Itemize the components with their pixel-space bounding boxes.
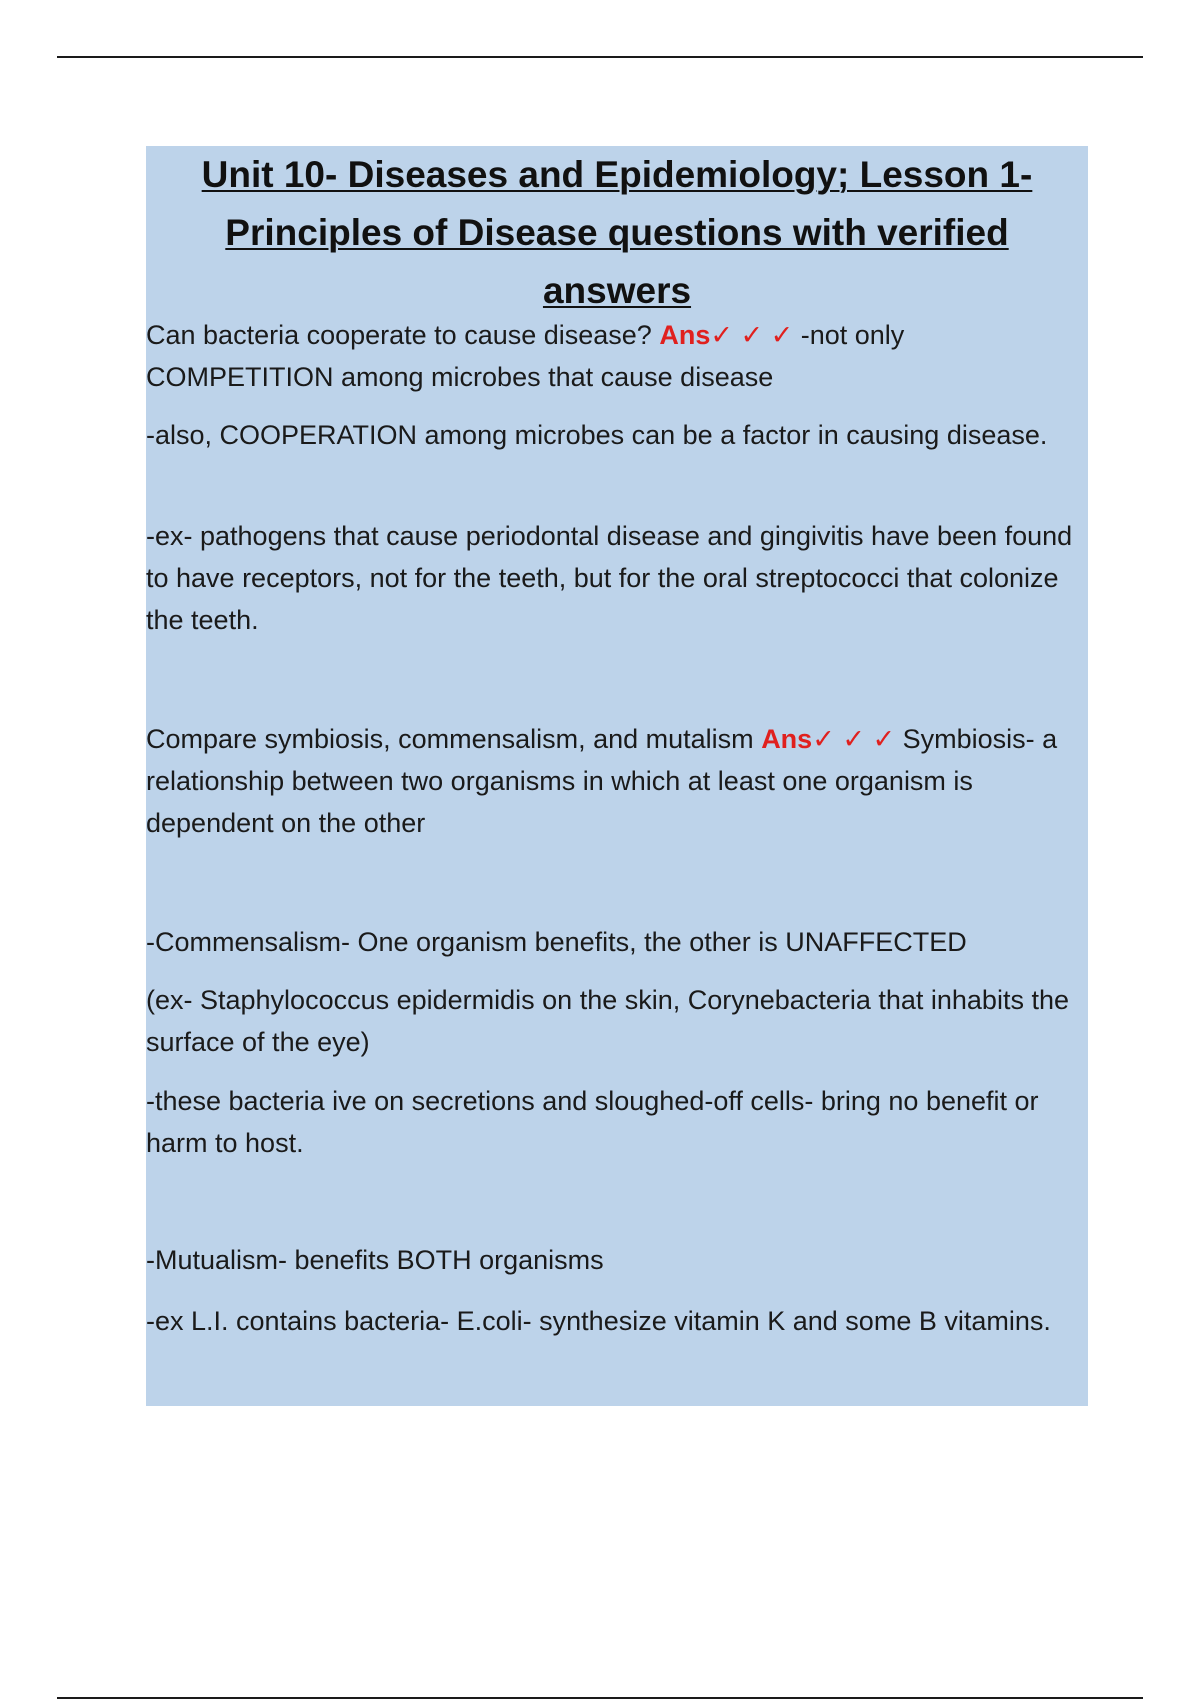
title-line-3: answers [542,270,692,312]
answer-2-text: Symbiosis- a relationship between two organisms in which at least one organism is dependent on the other [146,724,1058,838]
paragraph: -Mutualism- benefits BOTH organisms [146,1245,604,1275]
verified-check-icon: ✓ ✓ ✓ [710,320,794,350]
paragraph: -ex- pathogens that cause periodontal disease and gingivitis have been found to have receptors, not for the teeth, but for the oral streptococci that colonize the teeth. [146,521,1073,635]
paragraph: -also, COOPERATION among microbes can be a factor in causing disease. [146,420,1048,450]
header-rule [57,56,1143,58]
highlighted-content [146,146,1088,1406]
answer-1-text: -not only COMPETITION among microbes that cause disease [146,320,905,392]
answer-label: Ans [659,320,711,350]
footer-rule [57,1697,1143,1699]
paragraph: -these bacteria ive on secretions and sloughed-off cells- bring no benefit or harm to host. [146,1086,1039,1158]
answer-label: Ans [761,724,813,754]
question-2 [146,718,1088,844]
paragraph: -Commensalism- One organism benefits, the other is UNAFFECTED [146,927,967,957]
document-title [146,146,1088,320]
question-1 [146,314,1088,398]
question-1-text: Can bacteria cooperate to cause disease? [146,320,652,350]
paragraph: -ex L.I. contains bacteria- E.coli- synthesize vitamin K and some B vitamins. [146,1306,1051,1336]
title-line-2: Principles of Disease questions with verified [225,212,1009,254]
question-2-text: Compare symbiosis, commensalism, and mutalism [146,724,754,754]
paragraph: (ex- Staphylococcus epidermidis on the skin, Corynebacteria that inhabits the surface of the eye) [146,985,1069,1057]
verified-check-icon: ✓ ✓ ✓ [812,724,896,754]
title-line-1: Unit 10- Diseases and Epidemiology; Lesson 1- [201,154,1033,195]
